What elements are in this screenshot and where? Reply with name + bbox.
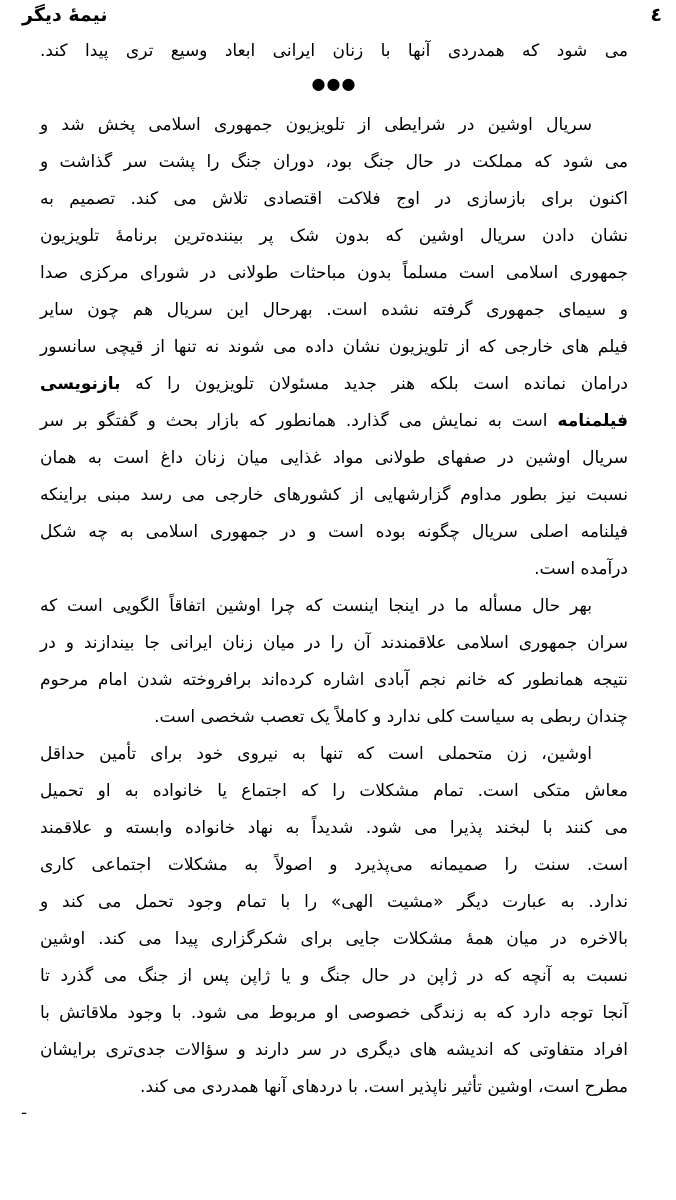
line-text: می کنند با لبخند پذیرا می شود. شدیداً به نهاد خانواده وابسته و علاقمند: [40, 818, 628, 838]
line-text: اکنون برای بازسازی در اوج فلاکت اقتصادی تلاش می کند. تصمیم به: [40, 189, 628, 209]
text-line: [40, 144, 628, 181]
line-text: سران جمهوری اسلامی علاقمندند آن را در میان زنان ایرانی جا بیندازند و در: [40, 633, 628, 653]
line-text: درآمده است.: [534, 559, 628, 579]
text-line: [40, 514, 628, 551]
text-line: [40, 588, 628, 625]
text-line: [40, 847, 628, 884]
line-text: می شود که مملکت در حال جنگ بود، دوران جنگ را پشت سر گذاشت و: [40, 152, 628, 172]
line-text: فیلنامه اصلی سریال چگونه بوده است و در جمهوری اسلامی به چه شکل: [40, 522, 628, 542]
text-line: [40, 736, 628, 773]
page-body: [40, 36, 628, 1106]
line-text: درامان نمانده است بلکه هنر جدید مسئولان تلویزیون را که: [120, 374, 628, 394]
paragraphs: [40, 107, 628, 1106]
paragraph: [40, 588, 628, 736]
text-line: [40, 551, 628, 588]
line-text: معاش متکی است. تمام مشکلات را که اجتماع یا خانواده به او تحمیل: [40, 781, 628, 801]
line-text: ندارد. به عبارت دیگر «مشیت الهی» را با تمام وجود تحمل می کند و: [40, 892, 628, 912]
page-number: ٤: [650, 4, 662, 26]
text-line: [40, 884, 628, 921]
text-line: [40, 1069, 628, 1106]
text-line: [40, 255, 628, 292]
text-line: [40, 995, 628, 1032]
line-text: مطرح است، اوشین تأثیر ناپذیر است. با دردهای آنها همدردی می کند.: [140, 1077, 628, 1097]
running-header-title: نیمهٔ دیگر: [22, 4, 108, 26]
margin-mark: ـ: [22, 1102, 27, 1118]
line-text: نسبت به آنچه که در ژاپن در حال جنگ و یا ژاپن پس از جنگ می گذرد تا: [40, 966, 628, 986]
text-line: [40, 366, 628, 403]
text-line: [40, 1032, 628, 1069]
line-text: نشان دادن سریال اوشین که بدون شک پر بیننده‌ترین برنامهٔ تلویزیون: [40, 226, 628, 246]
line-text: فیلم های خارجی که از تلویزیون نشان داده می شوند نه تنها از قیچی سانسور: [40, 337, 628, 357]
line-text: سریال اوشین در صفهای طولانی مواد غذایی میان زنان داغ است به همان: [40, 448, 628, 468]
text-line: [40, 181, 628, 218]
text-line: [40, 440, 628, 477]
line-text: است. سنت را صمیمانه می‌پذیرد و اصولاً به مشکلات اجتماعی کاری: [40, 855, 628, 875]
line-text: بالاخره در میان همهٔ مشکلات جایی برای شکرگزاری پیدا می کند. اوشین: [40, 929, 628, 949]
intro-line: می شود که همدردی آنها با زنان ایرانی ابعاد وسیع تری پیدا کند.: [40, 41, 628, 61]
line-text: نسبت نیز بطور مداوم گزارشهایی از کشورهای خارجی می رسد مبنی براینکه: [40, 485, 628, 505]
line-text: است به نمایش می گذارد. همانطور که بازار بحث و گفتگو بر سر: [40, 411, 558, 431]
text-line: [40, 773, 628, 810]
bold-term: فیلمنامه: [557, 411, 628, 431]
line-text: و سیمای جمهوری گرفته نشده است. بهرحال این سریال هم چون سایر: [40, 300, 628, 320]
text-line: [40, 810, 628, 847]
paragraph: [40, 736, 628, 1106]
text-line: [40, 329, 628, 366]
line-text: آنجا توجه دارد که به زندگی خصوصی او مربوط می شود. با وجود ملاقاتش با: [40, 1003, 628, 1023]
text-line: [40, 218, 628, 255]
paragraph: [40, 107, 628, 588]
line-text: بهر حال مسأله ما در اینجا اینست که چرا اوشین اتفاقاً الگویی است که: [40, 596, 592, 616]
text-line: [40, 921, 628, 958]
text-line: [40, 625, 628, 662]
text-line: [40, 699, 628, 736]
line-text: اوشین، زن متحملی است که تنها به نیروی خود برای تأمین حداقل: [40, 744, 592, 764]
line-text: جمهوری اسلامی است مسلماً بدون مباحثات طولانی در شورای مرکزی صدا: [40, 263, 628, 283]
line-text: افراد متفاوتی که اندیشه های دیگری در سر دارند و سؤالات جدی‌تری برایشان: [40, 1040, 628, 1060]
text-line: [40, 107, 628, 144]
text-line: [40, 662, 628, 699]
section-separator: ●●●: [311, 74, 357, 93]
text-line: [40, 477, 628, 514]
text-line: [40, 403, 628, 440]
line-text: سریال اوشین در شرایطی از تلویزیون جمهوری اسلامی پخش شد و: [40, 115, 592, 135]
line-text: چندان ربطی به سیاست کلی ندارد و کاملاً یک تعصب شخصی است.: [154, 707, 628, 727]
bold-term: بازنویسی: [40, 374, 121, 394]
text-line: [40, 958, 628, 995]
line-text: نتیجه همانطور که خانم نجم آبادی اشاره کرده‌اند برافروخته شدن امام مرحوم: [40, 670, 628, 690]
text-line: [40, 292, 628, 329]
